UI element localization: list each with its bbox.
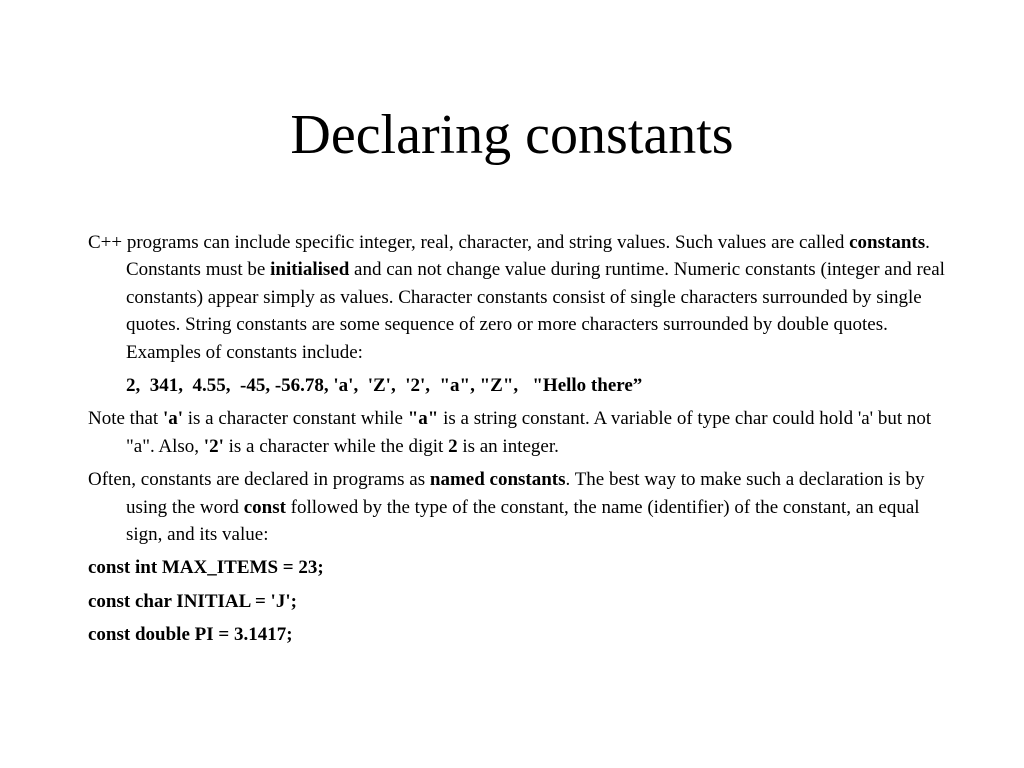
constant-examples: 2, 341, 4.55, -45, -56.78, 'a', 'Z', '2', "a", "Z", "Hello there” — [126, 375, 643, 397]
slide-title: Declaring constants — [290, 104, 734, 166]
term-named-constants: named constants — [429, 469, 566, 491]
text: and can not change value during runtime. Numeric constants (integer and real constants) appear simply as values. Character constants consist of single characters surrounded by single quotes. String constants are some sequence of zero or more characters surrounded by double quotes. Examples of constants include: — [126, 259, 945, 363]
paragraph-named-constants — [88, 466, 948, 548]
code-line-pi: const double PI = 3.1417; — [88, 624, 293, 646]
slide-body — [88, 229, 948, 655]
paragraph-constants-intro — [88, 229, 948, 366]
char-digit-literal: '2' — [203, 435, 224, 457]
integer-literal: 2 — [448, 435, 458, 457]
text: C++ programs can include specific integer, real, character, and string values. Such values are called — [88, 232, 850, 253]
char-literal: 'a' — [162, 408, 183, 430]
keyword-const: const — [243, 496, 286, 518]
text: . Constants must be — [126, 232, 930, 281]
text: is a string constant. A variable of type char could hold 'a' but not "a". Also, — [126, 408, 932, 457]
text: Note that — [88, 408, 163, 430]
term-constants: constants — [849, 232, 926, 253]
text: is a character constant while — [183, 408, 408, 430]
string-literal: "a" — [407, 408, 439, 430]
paragraph-char-vs-string — [88, 405, 948, 460]
code-line-initial: const char INITIAL = 'J'; — [88, 590, 297, 612]
term-initialised: initialised — [270, 259, 350, 281]
text: is an integer. — [457, 435, 559, 457]
code-line-max-items: const int MAX_ITEMS = 23; — [88, 557, 324, 579]
text: Often, constants are declared in programs as — [88, 469, 430, 491]
text: followed by the type of the constant, the name (identifier) of the constant, an equal sign, and its value: — [126, 496, 920, 546]
text: is a character while the digit — [223, 435, 449, 457]
text: . The best way to make such a declaration is by using the word — [126, 469, 925, 518]
